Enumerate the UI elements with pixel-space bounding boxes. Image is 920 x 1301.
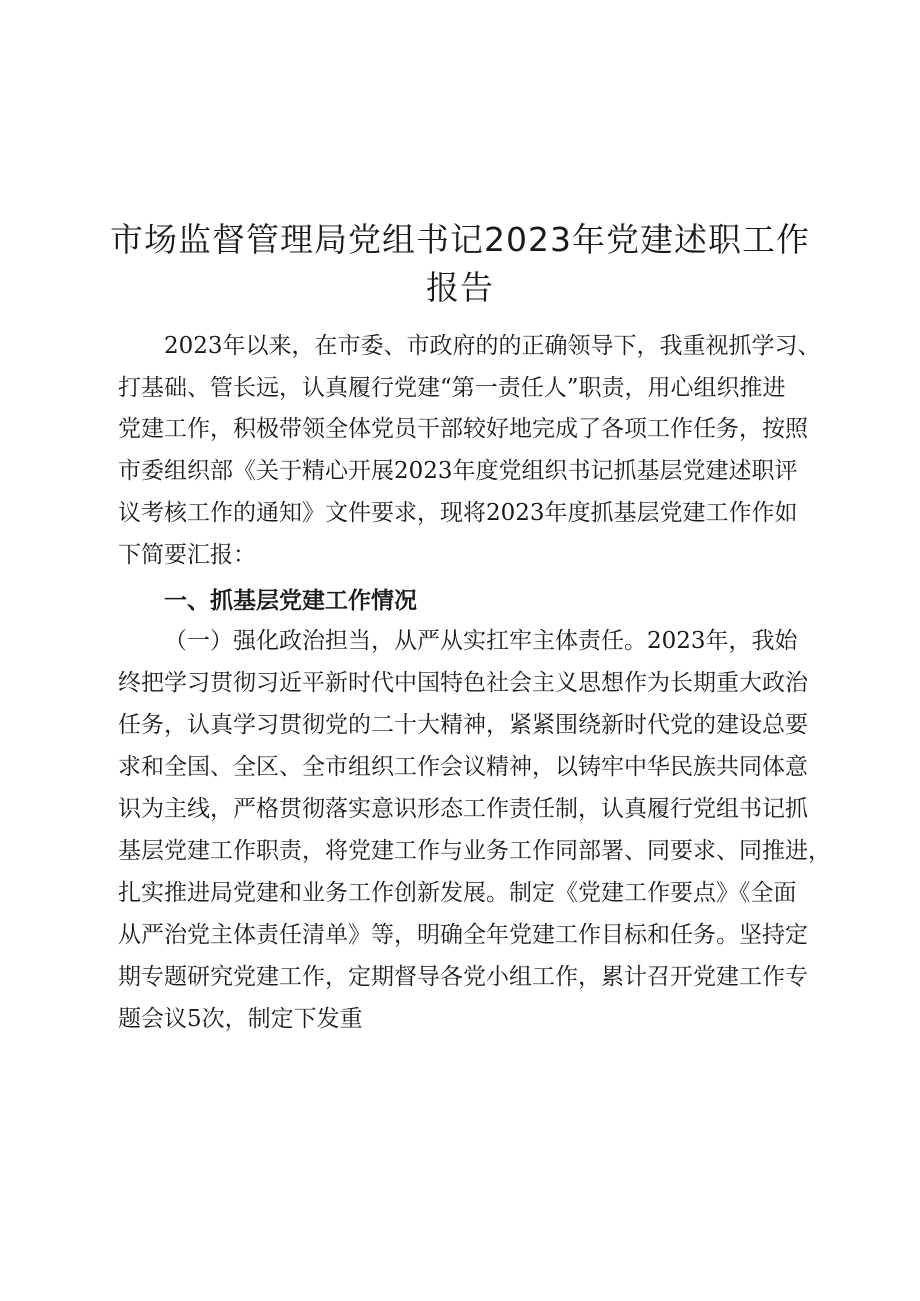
section-heading: 一、抓基层党建工作情况	[164, 588, 417, 614]
intro-line: 市委组织部《关于精心开展2023年度党组织书记抓基层党建述职评	[118, 458, 798, 484]
section-line: 基层党建工作职责，将党建工作与业务工作同部署、同要求、同推进，	[118, 838, 831, 864]
intro-line: 下简要汇报：	[118, 542, 256, 568]
section-line: 扎实推进局党建和业务工作创新发展。制定《党建工作要点》《全面	[118, 880, 797, 906]
section-line: 终把学习贯彻习近平新时代中国特色社会主义思想作为长期重大政治	[118, 670, 808, 696]
intro-line: 议考核工作的通知》文件要求，现将2023年度抓基层党建工作作如	[118, 500, 798, 526]
intro-line: 打基础、管长远，认真履行党建“第一责任人”职责，用心组织推进	[118, 375, 786, 401]
section-line: 识为主线，严格贯彻落实意识形态工作责任制，认真履行党组书记抓	[118, 796, 808, 822]
document-title-line-2: 报告	[426, 268, 494, 307]
section-line: 期专题研究党建工作，定期督导各党小组工作，累计召开党建工作专	[118, 964, 808, 990]
section-line: 求和全国、全区、全市组织工作会议精神，以铸牢中华民族共同体意	[118, 754, 808, 780]
section-line: 从严治党主体责任清单》等，明确全年党建工作目标和任务。坚持定	[118, 922, 808, 948]
intro-line: 党建工作，积极带领全体党员干部较好地完成了各项工作任务，按照	[118, 416, 808, 442]
intro-line: 2023年以来，在市委、市政府的的正确领导下，我重视抓学习、	[164, 333, 821, 359]
section-line: （一）强化政治担当，从严从实扛牢主体责任。2023年，我始	[164, 628, 798, 654]
section-line: 任务，认真学习贯彻党的二十大精神，紧紧围绕新时代党的建设总要	[118, 712, 808, 738]
document-title-line-1: 市场监督管理局党组书记2023年党建述职工作	[110, 220, 810, 259]
section-line: 题会议5次，制定下发重	[118, 1006, 363, 1032]
